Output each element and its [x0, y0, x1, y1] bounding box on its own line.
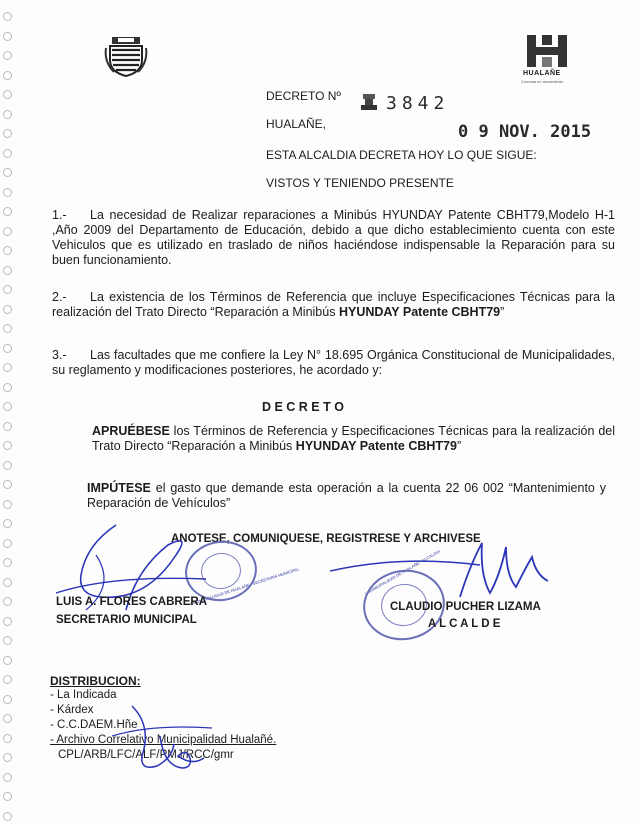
- place-label: HUALAÑE,: [266, 117, 327, 131]
- binding-hole: [3, 383, 12, 392]
- binding-hole: [3, 675, 12, 684]
- secretary-name: LUIS A. FLORES CABRERA: [56, 596, 207, 608]
- closing-quote: ”: [500, 305, 505, 319]
- binding-hole: [3, 207, 12, 216]
- imputese-paragraph: [87, 481, 606, 511]
- binding-hole: [3, 110, 12, 119]
- closing-quote: ”: [456, 439, 462, 453]
- binding-hole: [3, 90, 12, 99]
- stamp-icon: [360, 92, 378, 112]
- secretary-role: SECRETARIO MUNICIPAL: [56, 614, 197, 626]
- initials-line: CPL/ARB/LFC/ALF/PMJ/RCC/gmr: [58, 749, 234, 761]
- binding-hole: [3, 480, 12, 489]
- item-body: La necesidad de Realizar reparaciones a Minibús HYUNDAY Patente CBHT79,Modelo H-1 ,Año 2009 del Departamento de Educación, debido a que dicho establecimiento cuenta con este Vehiculos que es utilizado en traslado de niños haciéndose indispensable la Reparación para su buen funcionamiento.: [52, 208, 615, 267]
- binding-hole: [3, 734, 12, 743]
- binding-hole: [3, 71, 12, 80]
- imputese-text: el gasto que demande esta operación a la cuenta 22 06 002 “Mantenimiento y Reparación de Vehículos”: [87, 481, 606, 510]
- binding-hole: [3, 753, 12, 762]
- binding-hole: [3, 12, 12, 21]
- binding-hole: [3, 792, 12, 801]
- binding-hole: [3, 695, 12, 704]
- binding-hole: [3, 773, 12, 782]
- apruebese-paragraph: [92, 424, 615, 454]
- binding-hole: [3, 461, 12, 470]
- binding-hole: [3, 344, 12, 353]
- binding-hole: [3, 812, 12, 821]
- distribucion-item: - Kárdex: [50, 704, 94, 716]
- decreto-number: 3842: [386, 93, 450, 114]
- binding-hole: [3, 246, 12, 255]
- binding-hole: [3, 227, 12, 236]
- decreto-title: D E C R E T O: [262, 400, 344, 414]
- binding-hole: [3, 402, 12, 411]
- binding-hole: [3, 129, 12, 138]
- binding-hole: [3, 305, 12, 314]
- binding-hole: [3, 500, 12, 509]
- binding-hole: [3, 285, 12, 294]
- binding-hole: [3, 539, 12, 548]
- binding-hole: [3, 188, 12, 197]
- item-number: 1.-: [52, 208, 67, 222]
- alcalde-role: A L C A L D E: [428, 618, 501, 630]
- seal-text: I. MUNICIPALIDAD DE HUALAÑE · SECRETARIA MUNICIPAL: [189, 566, 300, 607]
- binding-holes: [0, 0, 14, 826]
- closing-line: ANOTESE, COMUNIQUESE, REGISTRESE Y ARCHIVESE: [171, 533, 481, 545]
- item-body: La existencia de los Términos de Referencia que incluye Especificaciones Técnicas para la realización del Trato Directo “Reparación a Minibús: [52, 290, 615, 319]
- binding-hole: [3, 636, 12, 645]
- initials-signature-icon: [112, 696, 222, 776]
- binding-hole: [3, 617, 12, 626]
- alcalde-signature-icon: [330, 535, 560, 605]
- distribucion-item: - C.C.DAEM.Hñe: [50, 719, 138, 731]
- binding-hole: [3, 422, 12, 431]
- binding-hole: [3, 558, 12, 567]
- binding-hole: [3, 149, 12, 158]
- apruebese-text: los Términos de Referencia y Especificaciones Técnicas para la realización del Trato Directo “Reparación a Minibús: [92, 424, 615, 453]
- item-body: Las facultades que me confiere la Ley N° 18.695 Orgánica Constitucional de Municipalidades, su reglamento y modificaciones posteriores, he acordado y:: [52, 348, 615, 377]
- distribucion-title: DISTRIBUCION:: [50, 674, 141, 688]
- coat-of-arms-icon: [104, 34, 148, 78]
- binding-hole: [3, 168, 12, 177]
- vehicle-id: HYUNDAY Patente CBHT79: [338, 305, 501, 319]
- binding-hole: [3, 32, 12, 41]
- hualane-logo-icon: [525, 33, 569, 69]
- apruebese-keyword: APRUÉBESE: [92, 424, 170, 438]
- date-stamp: 0 9 NOV. 2015: [458, 122, 592, 142]
- binding-hole: [3, 656, 12, 665]
- item-number: 2.-: [52, 290, 67, 304]
- logo-name: HUALAÑE: [523, 70, 561, 77]
- binding-hole: [3, 266, 12, 275]
- imputese-keyword: IMPÚTESE: [87, 481, 151, 495]
- binding-hole: [3, 51, 12, 60]
- binding-hole: [3, 578, 12, 587]
- decreto-label: DECRETO Nº: [266, 89, 341, 103]
- item-text: [52, 348, 615, 378]
- distribucion-item: - Archivo Correlativo Municipalidad Hualañé.: [50, 734, 277, 746]
- alcaldia-line: ESTA ALCALDIA DECRETA HOY LO QUE SIGUE:: [266, 148, 537, 162]
- binding-hole: [3, 441, 12, 450]
- distribucion-item: - La Indicada: [50, 689, 117, 701]
- binding-hole: [3, 324, 12, 333]
- logo-tagline: Comuna en movimiento: [521, 79, 564, 84]
- item-number: 3.-: [52, 348, 67, 362]
- binding-hole: [3, 714, 12, 723]
- binding-hole: [3, 519, 12, 528]
- alcalde-name: CLAUDIO PUCHER LIZAMA: [390, 601, 541, 613]
- municipal-logo: [521, 33, 571, 88]
- binding-hole: [3, 597, 12, 606]
- vehicle-id: HYUNDAY Patente CBHT79: [295, 439, 457, 453]
- item-text: [52, 208, 615, 268]
- item-text: [52, 290, 615, 320]
- binding-hole: [3, 363, 12, 372]
- vistos-line: VISTOS Y TENIENDO PRESENTE: [266, 176, 454, 190]
- seal-text: I. MUNICIPALIDAD DE HUALAÑE · ALCALDIA: [363, 548, 441, 596]
